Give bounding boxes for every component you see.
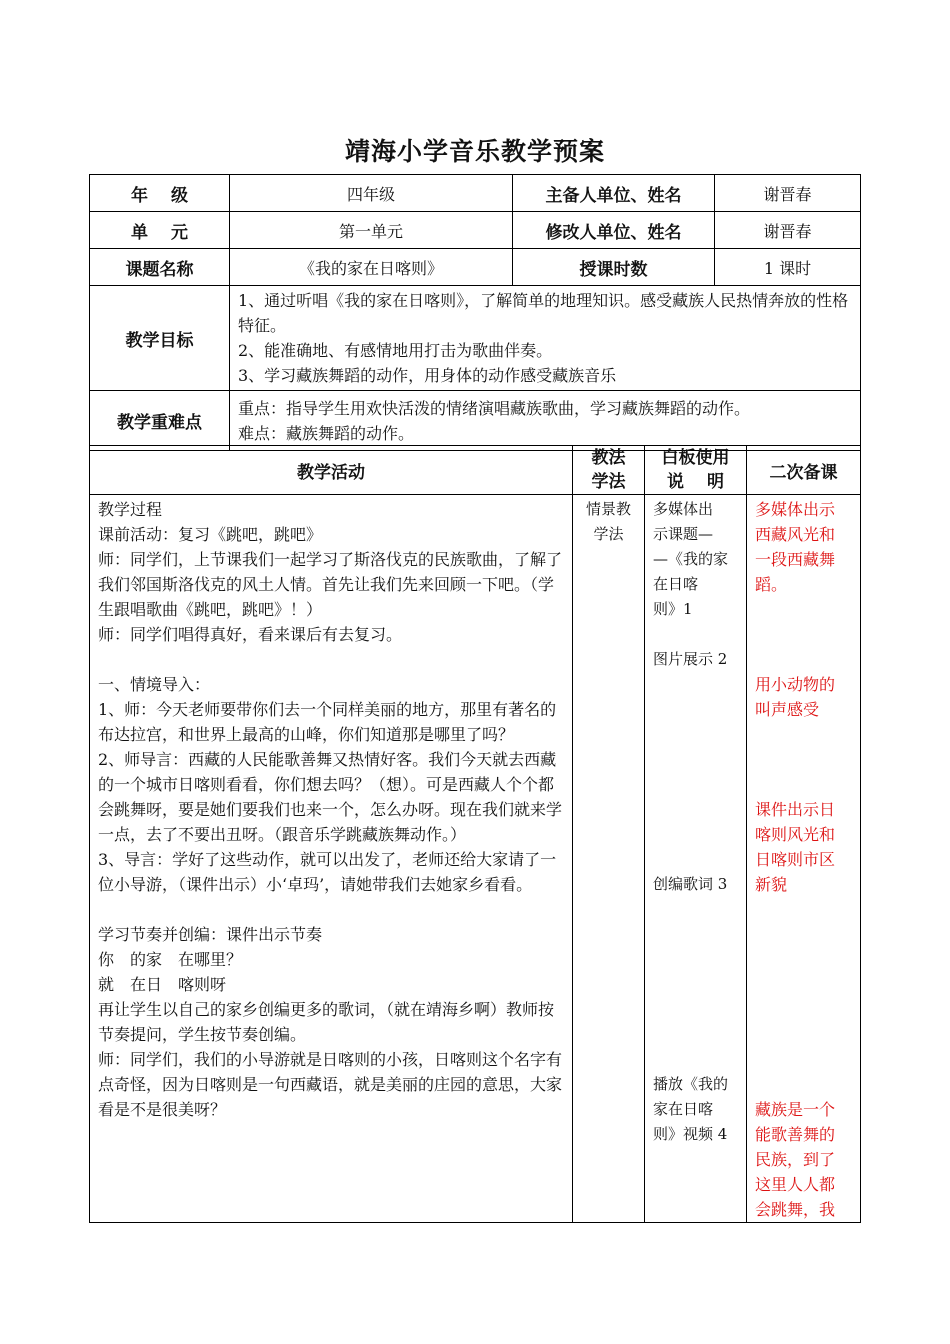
spacer: [653, 797, 741, 822]
activity-line: 再让学生以自己的家乡创编更多的歌词，（就在靖海乡啊）教师按节奏提问，学生按节奏创编。: [98, 1000, 555, 1044]
whiteboard-header-line2: 说 明: [667, 472, 724, 492]
spacer: [653, 1022, 741, 1047]
keypoint-line-1: 重点：指导学生用欢快活泼的情绪演唱藏族歌曲，学习藏族舞蹈的动作。: [238, 398, 751, 418]
activity-line: 课前活动：复习《跳吧，跳吧》: [98, 525, 323, 544]
keypoints-content: [230, 391, 861, 451]
spacer: [755, 722, 855, 747]
spacer: [755, 747, 855, 772]
whiteboard-line: 播放《我的: [653, 1075, 729, 1093]
goal-line-3: 3、学习藏族舞蹈的动作，用身体的动作感受藏族音乐: [238, 366, 617, 385]
spacer: [755, 647, 855, 672]
unit-value: 第一单元: [230, 212, 513, 249]
activity-line: 师：同学们，上节课我们一起学习了斯洛伐克的民族歌曲，了解了我们邻国斯洛伐克的风土人情。首先让我们先来回顾一下吧。（学生跟唱歌曲《跳吧，跳吧》！）: [98, 550, 563, 619]
spacer: [755, 772, 855, 797]
activity-line: 1、师：今天老师要带你们去一个同样美丽的地方，那里有著名的布达拉宫，和世界上最高的山峰，你们知道那是哪里了吗？: [98, 700, 557, 744]
spacer: [755, 897, 855, 922]
whiteboard-content: [645, 495, 747, 1223]
note-line: 西藏风光和: [755, 525, 836, 544]
whiteboard-line: 创编歌词 3: [653, 875, 728, 893]
spacer: [653, 622, 741, 647]
activity-line: 你 的家 在哪里？: [98, 950, 243, 969]
spacer: [653, 822, 741, 847]
note-line: 喀则风光和: [755, 825, 836, 844]
grade-label: 年 级: [90, 175, 230, 212]
note-line: 叫声感受: [755, 700, 820, 719]
activity-line: 师：同学们唱得真好，看来课后有去复习。: [98, 625, 403, 644]
spacer: [653, 672, 741, 697]
topic-label: 课题名称: [90, 249, 230, 286]
whiteboard-line: 图片展示 2: [653, 650, 728, 668]
whiteboard-line: 多媒体出: [653, 500, 714, 518]
activity-line: 教学过程: [98, 500, 163, 519]
activity-line: 就 在日 喀则呀: [98, 975, 227, 994]
spacer: [755, 922, 855, 947]
note-line: 能歌善舞的: [755, 1125, 836, 1144]
spacer: [653, 972, 741, 997]
methods-header: [573, 446, 645, 495]
page-title: 靖海小学音乐教学预案: [344, 137, 605, 166]
note-line: 这里人人都: [755, 1175, 836, 1194]
spacer: [755, 597, 855, 622]
spacer: [653, 847, 741, 872]
spacer: [653, 997, 741, 1022]
spacer: [98, 647, 566, 672]
spacer: [653, 922, 741, 947]
whiteboard-line: 家在日喀: [653, 1100, 714, 1118]
activity-line: 师：同学们，我们的小导游就是日喀则的小孩，日喀则这个名字有点奇怪，因为日喀则是一句西藏语，就是美丽的庄园的意思，大家看是不是很美呀？: [98, 1050, 563, 1119]
keypoint-line-2: 难点：藏族舞蹈的动作。: [238, 423, 415, 443]
spacer: [755, 1047, 855, 1072]
spacer: [755, 947, 855, 972]
note-line: 蹈。: [755, 575, 788, 594]
spacer: [653, 722, 741, 747]
method-line: 情景教: [585, 500, 631, 518]
note-line: 课件出示日: [755, 800, 836, 819]
whiteboard-header-line1: 白板使用: [661, 448, 730, 468]
info-table: [89, 174, 861, 451]
spacer: [755, 997, 855, 1022]
grade-value: 四年级: [230, 175, 513, 212]
methods-header-line1: 教法: [591, 448, 626, 468]
reviser-label: 修改人单位、姓名: [513, 212, 715, 249]
notes-header: 二次备课: [747, 446, 861, 495]
spacer: [653, 1047, 741, 1072]
spacer: [653, 747, 741, 772]
topic-value: 《我的家在日喀则》: [230, 249, 513, 286]
keypoints-label: 教学重难点: [90, 391, 230, 451]
spacer: [653, 772, 741, 797]
methods-content: [573, 495, 645, 1223]
spacer: [653, 897, 741, 922]
spacer: [755, 1072, 855, 1097]
unit-label: 单 元: [90, 212, 230, 249]
spacer: [653, 697, 741, 722]
goals-label: 教学目标: [90, 286, 230, 391]
note-line: 多媒体出示: [755, 500, 836, 519]
spacer: [755, 1022, 855, 1047]
goals-content: [230, 286, 861, 391]
activities-content: [90, 495, 573, 1223]
whiteboard-line: 在日喀: [653, 575, 699, 593]
note-line: 会跳舞，我: [755, 1200, 836, 1219]
whiteboard-line: 则》1: [653, 600, 693, 618]
whiteboard-line: 则》视频 4: [653, 1125, 728, 1143]
note-line: 民族，到了: [755, 1150, 836, 1169]
note-line: 一段西藏舞: [755, 550, 836, 569]
activity-line: 3、导言：学好了这些动作，就可以出发了，老师还给大家请了一位小导游，（课件出示）小‘卓玛’，请她带我们去她家乡看看。: [98, 850, 557, 894]
activity-line: 学习节奏并创编：课件出示节奏: [98, 925, 323, 944]
methods-header-line2: 学法: [591, 472, 626, 492]
note-line: 新貌: [755, 875, 788, 894]
whiteboard-line: 示课题—: [653, 525, 714, 543]
reviser-value: 谢晋春: [715, 212, 861, 249]
preparer-value: 谢晋春: [715, 175, 861, 212]
activity-table: [89, 445, 861, 1223]
goal-line-1: 1、通过听唱《我的家在日喀则》，了解简单的地理知识。感受藏族人民热情奔放的性格特征。: [238, 291, 849, 335]
notes-content: [747, 495, 861, 1223]
spacer: [755, 972, 855, 997]
spacer: [653, 947, 741, 972]
hours-value: 1 课时: [715, 249, 861, 286]
spacer: [98, 897, 566, 922]
goal-line-2: 2、能准确地、有感情地用打击为歌曲伴奏。: [238, 341, 553, 360]
method-line: 学法: [593, 525, 624, 543]
note-line: 用小动物的: [755, 675, 836, 694]
activities-header: 教学活动: [90, 446, 573, 495]
spacer: [755, 622, 855, 647]
note-line: 日喀则市区: [755, 850, 836, 869]
activity-line: 2、师导言：西藏的人民能歌善舞又热情好客。我们今天就去西藏的一个城市日喀则看看，你们想去吗？（想）。可是西藏人个个都会跳舞呀，要是她们要我们也来一个，怎么办呀。现在我们就来学一点，去了不要出丑呀。（跟音乐学跳藏族舞动作。）: [98, 750, 563, 844]
whiteboard-line: —《我的家: [653, 550, 729, 568]
preparer-label: 主备人单位、姓名: [513, 175, 715, 212]
whiteboard-header: [645, 446, 747, 495]
activity-line: 一、情境导入：: [98, 675, 211, 694]
hours-label: 授课时数: [513, 249, 715, 286]
note-line: 藏族是一个: [755, 1100, 836, 1119]
